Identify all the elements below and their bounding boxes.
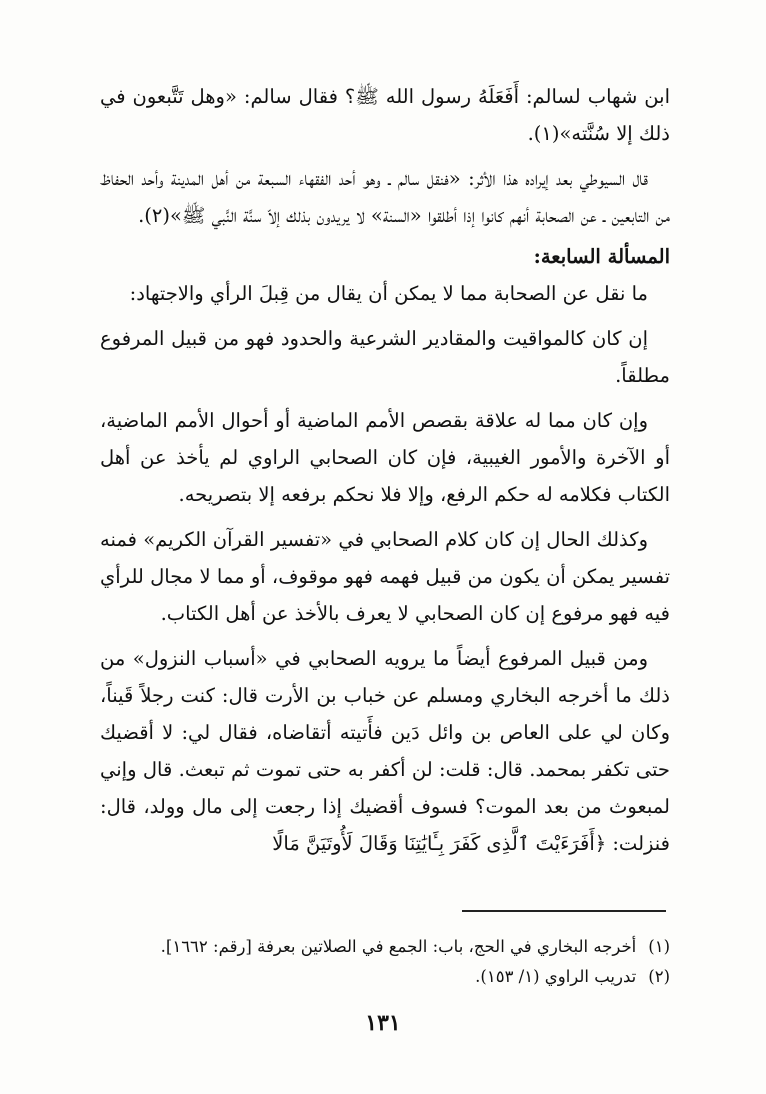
section-heading: المسألة السابعة: (533, 245, 670, 268)
paragraph-2: قال السيوطي بعد إيراده هذا الأثر: «فنقل سالم ـ وهو أحد الفقهاء السبعة من أهل المدينة وأحد الحفاظ من التابعين ـ عن الصحابة أنهم كانوا إذا أطلقوا «السنة» لا يريدون بذلك إلاّ سنَّة النَّبي ﷺ»(٢). (100, 167, 670, 227)
footnote-1 (100, 932, 670, 962)
paragraph-1: ابن شهاب لسالم: أَفَعَلَهُ رسول الله ﷺ؟ فقال سالم: «وهل تَتَّبعون في ذلك إلا سُنَّته»(١). (100, 85, 670, 145)
footnote-separator (462, 910, 666, 912)
paragraph-3: ما نقل عن الصحابة مما لا يمكن أن يقال من قِبلَ الرأي والاجتهاد: (129, 282, 648, 305)
paragraph-5: وإن كان مما له علاقة بقصص الأمم الماضية أو أحوال الأمم الماضية، أو الآخرة والأمور الغيبية، فإن كان الصحابي الراوي لم يأخذ عن أهل الكتاب فكلامه له حكم الرفع، وإلا فلا نحكم برفعه إلا بتصريحه. (100, 409, 670, 506)
footnote-text: تدريب الراوي (١/ ١٥٣). (475, 967, 637, 986)
paragraph-6: وكذلك الحال إن كان كلام الصحابي في «تفسير القرآن الكريم» فمنه تفسير يمكن أن يكون من قبيل فهمه فهو موقوف، أو مما لا مجال للرأي فيه فهو مرفوع إن كان الصحابي لا يعرف بالأخذ عن أهل الكتاب. (100, 528, 670, 625)
page-number: ١٣١ (365, 1010, 401, 1036)
paragraph-4: إن كان كالمواقيت والمقادير الشرعية والحدود فهو من قبيل المرفوع مطلقاً. (100, 327, 670, 387)
footnote-number: (٢) (648, 967, 670, 986)
footnotes (100, 932, 670, 992)
footnote-number: (١) (648, 937, 670, 956)
footnote-2 (100, 962, 670, 992)
paragraph-7: ومن قبيل المرفوع أيضاً ما يرويه الصحابي في «أسباب النزول» من ذلك ما أخرجه البخاري ومسلم عن خباب بن الأرت قال: كنت رجلاً قَيناً، وكان لي على العاص بن وائل دَين فأَتيته أتقاضاه، فقال لي: لا أقضيك حتى تكفر بمحمد. قال: قلت: لن أكفر به حتى تموت ثم تبعث. قال وإني لمبعوث من بعد الموت؟ فسوف أقضيك إذا رجعت إلى مال وولد، قال: فنزلت: ﴿أَفَرَءَيْتَ ٱلَّذِى كَفَرَ بِـَٔايَٰتِنَا وَقَالَ لَأُوتَيَنَّ مَالًا (100, 647, 670, 855)
footnote-text: أخرجه البخاري في الحج، باب: الجمع في الصلاتين بعرفة [رقم: ١٦٦٢]. (160, 937, 637, 956)
